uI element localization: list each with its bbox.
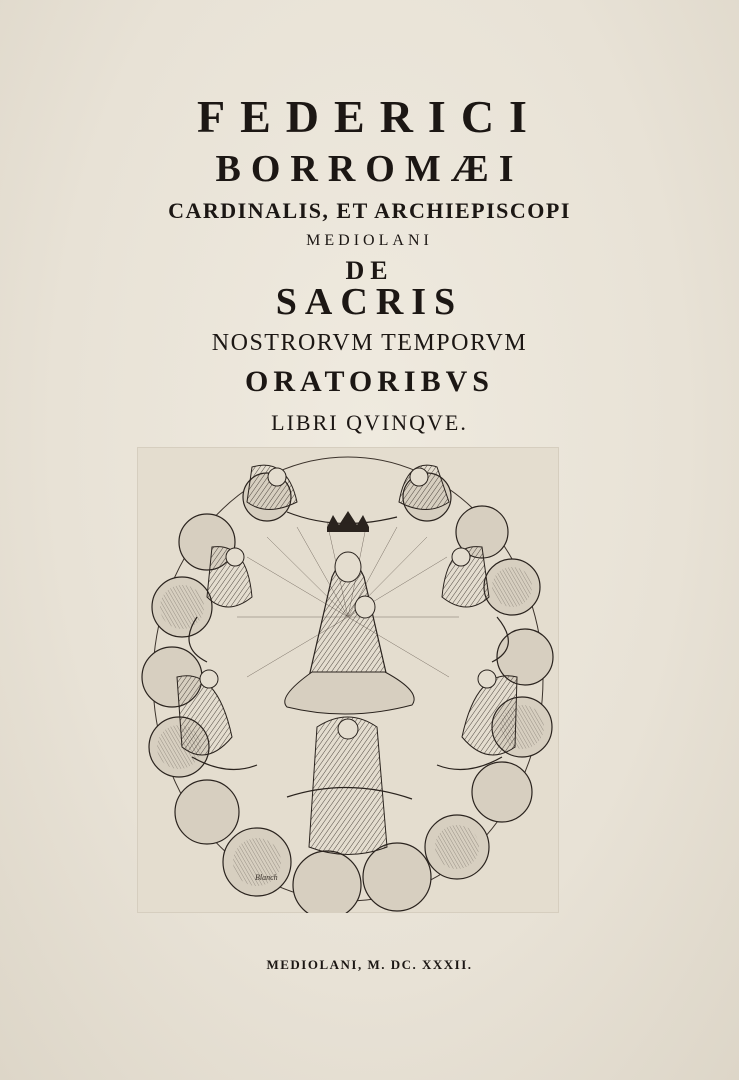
title-line-author-first: FEDERICI — [197, 91, 542, 142]
engraving-virgin-and-angels — [137, 447, 559, 913]
title-line-sacris: SACRIS — [275, 281, 464, 323]
title-line-de: DE — [345, 256, 394, 285]
title-line-cardinal: CARDINALIS, ET ARCHIEPISCOPI — [168, 198, 571, 223]
title-line-mediolani: MEDIOLANI — [306, 232, 433, 249]
title-line-libri: LIBRI QVINQVE. — [271, 410, 468, 435]
title-line-oratoribus: ORATORIBVS — [245, 365, 494, 398]
title-line-author-last: BORROMÆI — [215, 148, 524, 190]
engraver-signature: Blanch — [255, 873, 278, 882]
title-line-nostrorum: NOSTRORVM TEMPORVM — [211, 330, 528, 356]
virgin-and-child — [285, 552, 414, 714]
engraving-illustration — [137, 447, 559, 913]
imprint-line: MEDIOLANI, M. DC. XXXII. — [266, 957, 473, 972]
crown — [327, 511, 369, 532]
